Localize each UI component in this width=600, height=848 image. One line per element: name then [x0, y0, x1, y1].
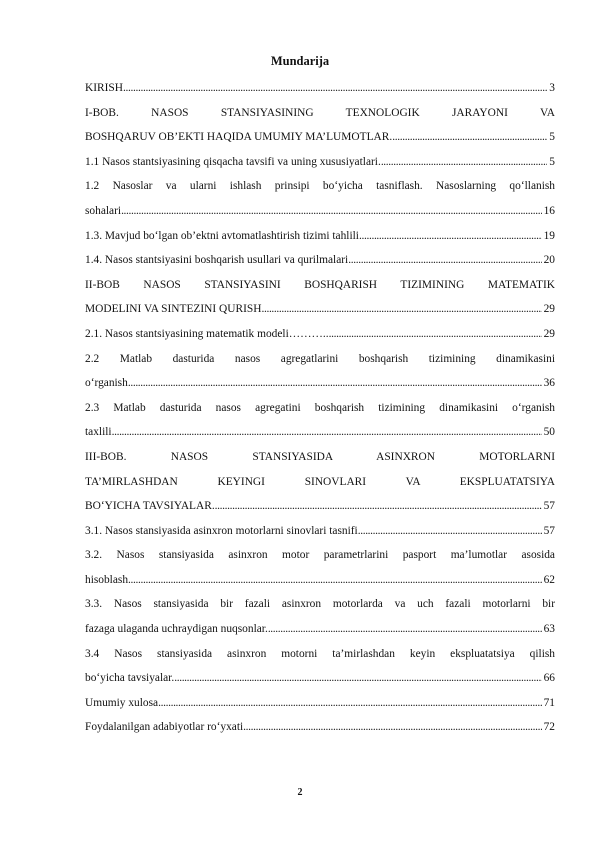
toc-page-number: 50 [543, 426, 555, 439]
toc-page-number: 57 [543, 500, 555, 513]
dot-leader [261, 297, 541, 322]
toc-page-number: 36 [543, 377, 555, 390]
toc-entry-last-line [85, 420, 555, 445]
toc-entry-last-line [85, 224, 555, 249]
toc-entry-text: fazaga ulaganda uchraydigan nuqsonlar. [85, 623, 268, 636]
dot-leader [243, 715, 541, 740]
toc-page-number: 62 [543, 573, 555, 586]
toc-page-number: 29 [543, 327, 555, 340]
toc-page-number: 57 [543, 524, 555, 537]
dot-leader [392, 125, 547, 150]
toc-entry-last-line [85, 76, 555, 101]
toc-entry [85, 174, 555, 223]
toc-entry [85, 101, 555, 150]
page-number: 2 [297, 787, 303, 798]
toc-entry-line: 1.2 Nasoslar va ularni ishlash prinsipi bo‘yicha tasniflash. Nasoslarning qo‘llanish [85, 180, 555, 193]
toc-entry-last-line [85, 666, 555, 691]
toc-entry-last-line [85, 248, 555, 273]
dot-leader [158, 691, 542, 716]
toc-entry-text: Foydalanilgan adabiyotlar ro‘yxati [85, 721, 244, 734]
toc-entry-text: taxlili [85, 426, 112, 439]
toc-entry [85, 76, 555, 101]
toc-page-number: 72 [543, 721, 555, 734]
toc-page-number: 3 [549, 82, 555, 94]
toc-page-number: 20 [543, 254, 555, 267]
toc-entry-line: 3.2. Nasos stansiyasida asinxron motor parametrlarini pasport ma’lumotlar asosida [85, 549, 555, 562]
toc-entry-text: hisoblash [85, 573, 129, 586]
toc-entry-text: BO‘YICHA TAVSIYALAR. [85, 500, 215, 513]
toc-entry-text: 2.1. Nasos stantsiyasining matematik modeli……….. [85, 327, 329, 340]
table-of-contents [85, 76, 555, 740]
toc-entry-text: BOSHQARUV OB’EKTI HAQIDA UMUMIY MA’LUMOTLAR. [85, 131, 393, 144]
toc-entry-line: 3.3. Nasos stansiyasida bir fazali asinxron motorlarda va uch fazali motorlarni bir [85, 598, 555, 611]
toc-entry-last-line [85, 691, 555, 716]
toc-entry-line: TA’MIRLASHDAN KEYINGI SINOVLARI VA EKSPLUATATSIYA [85, 475, 555, 488]
toc-entry-text: sohalari [85, 204, 122, 217]
dot-leader [359, 224, 542, 249]
toc-entry-text: Umumiy xulosa [85, 696, 159, 709]
toc-entry-line: 2.2 Matlab dasturida nasos agregatlarini boshqarish tizimining dinamikasini [85, 352, 555, 365]
toc-entry [85, 543, 555, 592]
toc-entry [85, 642, 555, 691]
toc-entry-last-line [85, 297, 555, 322]
toc-entry-line: II-BOB NASOS STANSIYASINI BOSHQARISH TIZIMINING MATEMATIK [85, 278, 555, 291]
toc-entry [85, 592, 555, 641]
toc-entry-text: KIRISH [85, 82, 123, 94]
toc-entry-text: 1.4. Nasos stantsiyasini boshqarish usullari va qurilmalari [85, 254, 349, 267]
toc-entry [85, 347, 555, 396]
toc-entry-text: o‘rganish [85, 377, 128, 390]
toc-entry-last-line [85, 371, 555, 396]
toc-entry-last-line [85, 617, 555, 642]
toc-entry [85, 224, 555, 249]
toc-entry [85, 322, 555, 347]
dot-leader [123, 76, 547, 101]
toc-entry [85, 248, 555, 273]
toc-entry-line: 2.3 Matlab dasturida nasos agregatini boshqarish tizimining dinamikasini o‘rganish [85, 401, 555, 414]
toc-entry-last-line [85, 715, 555, 740]
toc-entry-last-line [85, 494, 555, 519]
toc-page-number: 66 [543, 672, 555, 685]
toc-entry [85, 691, 555, 716]
toc-entry-line: I-BOB. NASOS STANSIYASINING TEXNOLOGIK JARAYONI VA [85, 106, 555, 119]
toc-page-number: 5 [549, 131, 555, 144]
toc-page-number: 29 [543, 303, 555, 316]
toc-entry [85, 715, 555, 740]
toc-entry [85, 150, 555, 175]
toc-entry-last-line [85, 568, 555, 593]
toc-page-number: 19 [543, 229, 555, 242]
dot-leader [329, 322, 542, 347]
dot-leader [215, 494, 542, 519]
toc-entry [85, 273, 555, 322]
toc-page-number: 63 [543, 623, 555, 636]
toc-entry-last-line [85, 125, 555, 150]
toc-entry-last-line [85, 519, 555, 544]
toc-entry-text: 3.1. Nasos stansiyasida asinxron motorlarni sinovlari tasnifi [85, 524, 358, 537]
dot-leader [128, 371, 542, 396]
dot-leader [174, 666, 541, 691]
toc-entry-last-line [85, 322, 555, 347]
toc-entry-text: bo‘yicha tavsiyalar. [85, 672, 175, 685]
dot-leader [381, 150, 547, 175]
toc-entry-last-line [85, 199, 555, 224]
dot-leader [128, 568, 542, 593]
toc-title: Mundarija [270, 54, 330, 68]
toc-entry-text: 1.3. Mavjud bo‘lgan ob’ektni avtomatlashtirish tizimi tahlili [85, 229, 359, 242]
toc-entry [85, 445, 555, 519]
toc-entry-last-line [85, 150, 555, 175]
toc-page-number: 71 [543, 696, 555, 709]
toc-entry [85, 396, 555, 445]
dot-leader [121, 199, 542, 224]
dot-leader [112, 420, 542, 445]
toc-entry [85, 519, 555, 544]
toc-page-number: 16 [543, 204, 555, 217]
dot-leader [268, 617, 542, 642]
dot-leader [358, 519, 542, 544]
toc-entry-line: 3.4 Nasos stansiyasida asinxron motorni ta’mirlashdan keyin ekspluatatsiya qilish [85, 647, 555, 660]
dot-leader [348, 248, 541, 273]
toc-entry-text: MODELINI VA SINTEZINI QURISH [85, 303, 262, 316]
toc-entry-text: 1.1 Nasos stantsiyasining qisqacha tavsifi va uning xususiyatlari. [85, 155, 381, 168]
toc-entry-line: III-BOB. NASOS STANSIYASIDA ASINXRON MOTORLARNI [85, 450, 555, 463]
toc-page-number: 5 [549, 155, 555, 168]
